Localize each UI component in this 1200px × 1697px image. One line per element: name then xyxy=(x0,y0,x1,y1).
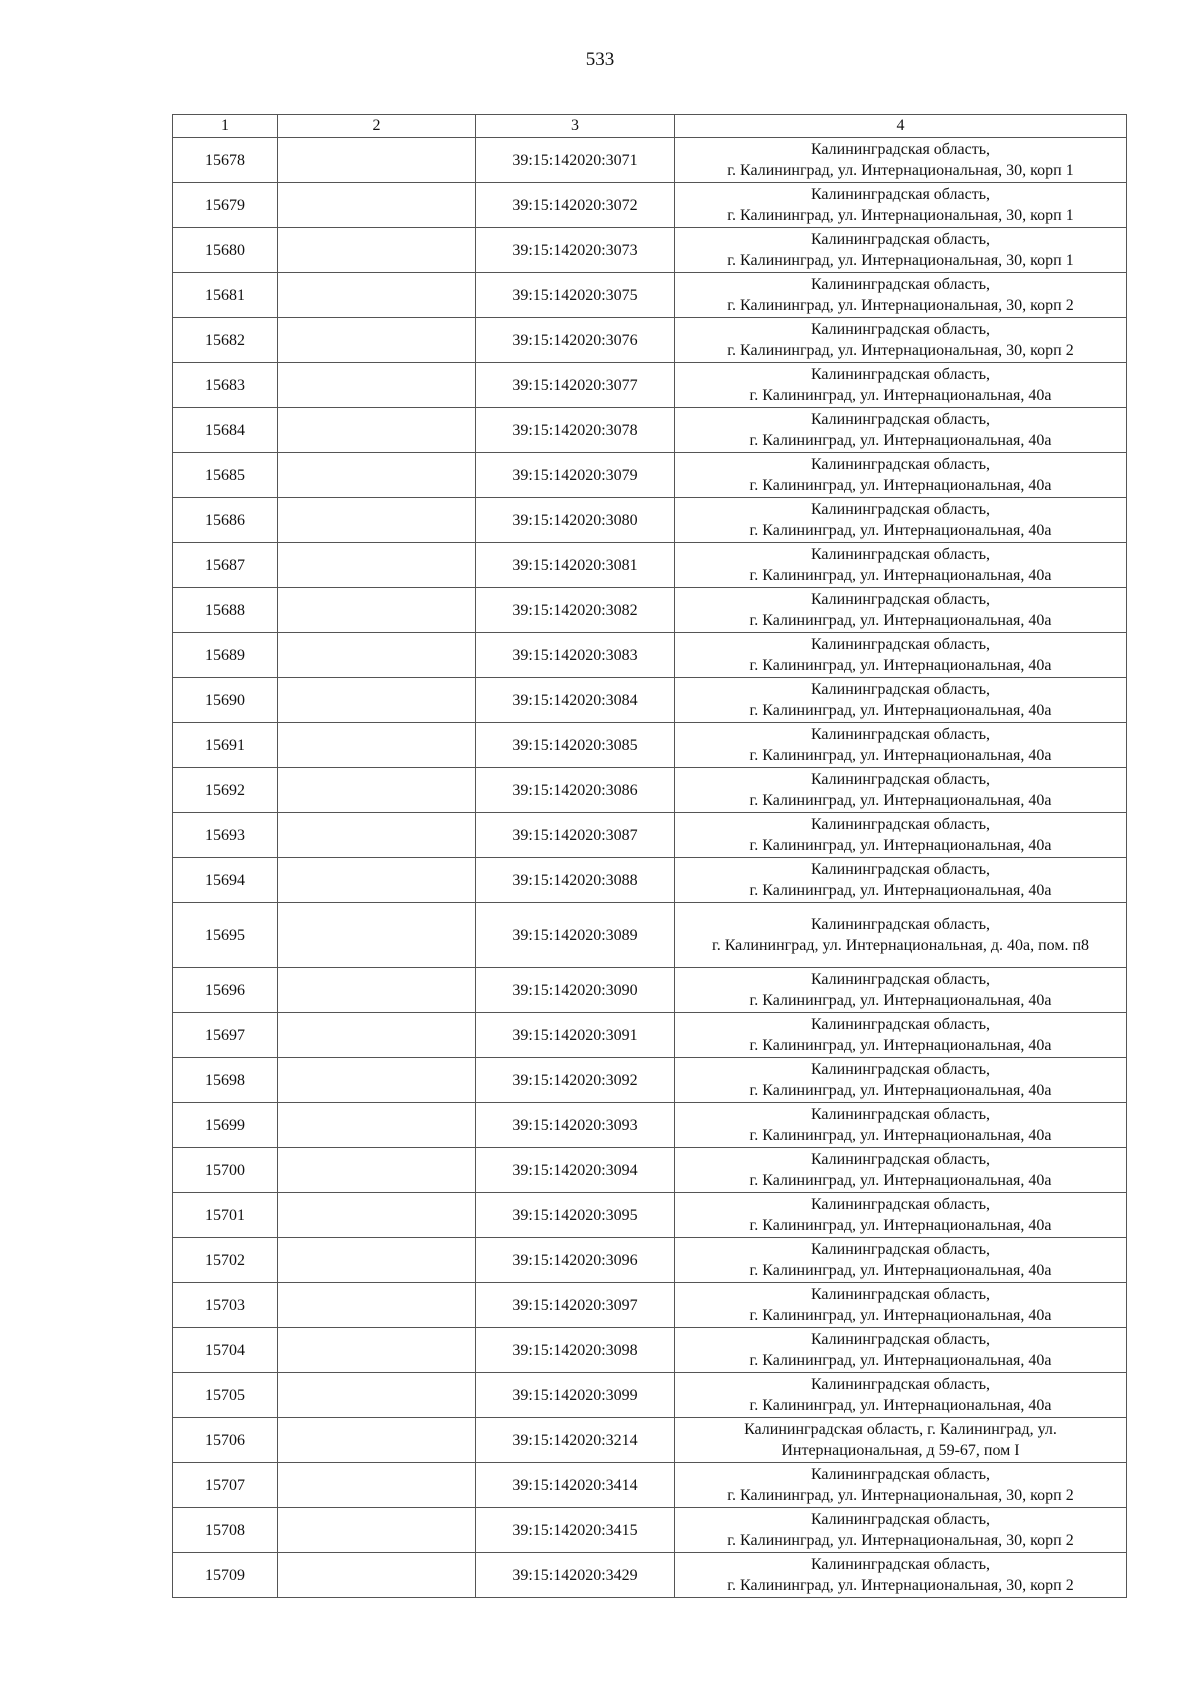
cadastral-number-cell: 39:15:142020:3086 xyxy=(476,768,675,813)
row-number-cell: 15691 xyxy=(173,723,278,768)
column-2-cell xyxy=(278,1193,476,1238)
address-line: Калининградская область, xyxy=(810,916,991,933)
cadastral-number-cell: 39:15:142020:3075 xyxy=(476,273,675,318)
column-2-cell xyxy=(278,498,476,543)
table-row xyxy=(173,318,1127,363)
cadastral-number-cell: 39:15:142020:3091 xyxy=(476,1013,675,1058)
table-row xyxy=(173,1328,1127,1373)
address-line: г. Калининград, ул. Интернациональная, д. 40а, пом. п8 xyxy=(711,937,1090,954)
cadastral-number-cell: 39:15:142020:3089 xyxy=(476,903,675,968)
registry-table xyxy=(172,114,1127,1598)
row-number-cell: 15692 xyxy=(173,768,278,813)
address-cell xyxy=(675,588,1127,633)
address-cell xyxy=(675,1328,1127,1373)
column-2-cell xyxy=(278,633,476,678)
address-line: г. Калининград, ул. Интернациональная, 30, корп 2 xyxy=(727,1577,1074,1594)
cadastral-number-cell: 39:15:142020:3084 xyxy=(476,678,675,723)
address-line: Калининградская область, xyxy=(810,1106,991,1123)
address-cell xyxy=(675,1193,1127,1238)
column-2-cell xyxy=(278,1373,476,1418)
column-2-cell xyxy=(278,813,476,858)
table-row xyxy=(173,1238,1127,1283)
column-2-cell xyxy=(278,858,476,903)
cadastral-number-cell: 39:15:142020:3415 xyxy=(476,1508,675,1553)
cadastral-number-cell: 39:15:142020:3082 xyxy=(476,588,675,633)
cadastral-number-cell: 39:15:142020:3078 xyxy=(476,408,675,453)
address-line: Калининградская область, xyxy=(810,591,991,608)
address-cell xyxy=(675,543,1127,588)
table-header-row xyxy=(173,115,1127,138)
table-row xyxy=(173,1193,1127,1238)
table-row xyxy=(173,453,1127,498)
address-line: Калининградская область, xyxy=(810,321,991,338)
table-row xyxy=(173,408,1127,453)
address-line: Калининградская область, xyxy=(810,681,991,698)
table-row xyxy=(173,543,1127,588)
address-line: г. Калининград, ул. Интернациональная, 40а xyxy=(749,992,1052,1009)
address-line: г. Калининград, ул. Интернациональная, 40а xyxy=(749,882,1052,899)
column-2-cell xyxy=(278,228,476,273)
address-cell xyxy=(675,813,1127,858)
address-cell xyxy=(675,1553,1127,1598)
cadastral-number-cell: 39:15:142020:3087 xyxy=(476,813,675,858)
address-line: г. Калининград, ул. Интернациональная, 40а xyxy=(749,387,1052,404)
address-line: г. Калининград, ул. Интернациональная, 40а xyxy=(749,747,1052,764)
address-line: г. Калининград, ул. Интернациональная, 30, корп 2 xyxy=(727,297,1074,314)
address-cell xyxy=(675,183,1127,228)
cadastral-number-cell: 39:15:142020:3077 xyxy=(476,363,675,408)
address-line: г. Калининград, ул. Интернациональная, 40а xyxy=(749,792,1052,809)
column-2-cell xyxy=(278,183,476,228)
table-row xyxy=(173,1283,1127,1328)
row-number-cell: 15704 xyxy=(173,1328,278,1373)
column-2-cell xyxy=(278,408,476,453)
address-line: Калининградская область, xyxy=(810,456,991,473)
address-line: г. Калининград, ул. Интернациональная, 30, корп 2 xyxy=(727,342,1074,359)
column-2-cell xyxy=(278,903,476,968)
row-number-cell: 15684 xyxy=(173,408,278,453)
registry-table-body xyxy=(173,115,1127,1598)
table-row xyxy=(173,723,1127,768)
cadastral-number-cell: 39:15:142020:3081 xyxy=(476,543,675,588)
table-row xyxy=(173,363,1127,408)
address-line: Калининградская область, xyxy=(810,141,991,158)
table-row xyxy=(173,1058,1127,1103)
cadastral-number-cell: 39:15:142020:3214 xyxy=(476,1418,675,1463)
row-number-cell: 15706 xyxy=(173,1418,278,1463)
column-2-cell xyxy=(278,1463,476,1508)
page-number: 533 xyxy=(585,49,615,70)
cadastral-number-cell: 39:15:142020:3095 xyxy=(476,1193,675,1238)
row-number-cell: 15697 xyxy=(173,1013,278,1058)
column-header-2: 2 xyxy=(278,115,476,138)
address-line: Калининградская область, xyxy=(810,1556,991,1573)
row-number-cell: 15700 xyxy=(173,1148,278,1193)
address-cell xyxy=(675,1373,1127,1418)
column-2-cell xyxy=(278,1103,476,1148)
row-number-cell: 15708 xyxy=(173,1508,278,1553)
address-line: Калининградская область, xyxy=(810,501,991,518)
address-line: Калининградская область, xyxy=(810,1511,991,1528)
cadastral-number-cell: 39:15:142020:3099 xyxy=(476,1373,675,1418)
cadastral-number-cell: 39:15:142020:3085 xyxy=(476,723,675,768)
table-row xyxy=(173,968,1127,1013)
row-number-cell: 15707 xyxy=(173,1463,278,1508)
address-line: Калининградская область, xyxy=(810,636,991,653)
cadastral-number-cell: 39:15:142020:3076 xyxy=(476,318,675,363)
cadastral-number-cell: 39:15:142020:3092 xyxy=(476,1058,675,1103)
address-cell xyxy=(675,273,1127,318)
cadastral-number-cell: 39:15:142020:3414 xyxy=(476,1463,675,1508)
address-line: Калининградская область, xyxy=(810,1376,991,1393)
table-row xyxy=(173,1553,1127,1598)
address-line: Калининградская область, xyxy=(810,276,991,293)
row-number-cell: 15683 xyxy=(173,363,278,408)
table-row xyxy=(173,813,1127,858)
row-number-cell: 15690 xyxy=(173,678,278,723)
address-line: г. Калининград, ул. Интернациональная, 40а xyxy=(749,657,1052,674)
address-cell xyxy=(675,768,1127,813)
address-cell xyxy=(675,1418,1127,1463)
address-line: Калининградская область, xyxy=(810,816,991,833)
row-number-cell: 15703 xyxy=(173,1283,278,1328)
column-header-1: 1 xyxy=(173,115,278,138)
cadastral-number-cell: 39:15:142020:3088 xyxy=(476,858,675,903)
address-line: Калининградская область, xyxy=(810,186,991,203)
table-row xyxy=(173,633,1127,678)
row-number-cell: 15696 xyxy=(173,968,278,1013)
row-number-cell: 15685 xyxy=(173,453,278,498)
address-cell xyxy=(675,1283,1127,1328)
address-line: Калининградская область, xyxy=(810,1061,991,1078)
table-row xyxy=(173,1013,1127,1058)
address-line: г. Калининград, ул. Интернациональная, 30, корп 2 xyxy=(727,1532,1074,1549)
cadastral-number-cell: 39:15:142020:3071 xyxy=(476,138,675,183)
table-row xyxy=(173,138,1127,183)
address-cell xyxy=(675,633,1127,678)
column-2-cell xyxy=(278,723,476,768)
table-row xyxy=(173,768,1127,813)
row-number-cell: 15682 xyxy=(173,318,278,363)
column-2-cell xyxy=(278,1508,476,1553)
address-line: г. Калининград, ул. Интернациональная, 40а xyxy=(749,702,1052,719)
address-cell xyxy=(675,1463,1127,1508)
address-line: г. Калининград, ул. Интернациональная, 40а xyxy=(749,1307,1052,1324)
column-2-cell xyxy=(278,768,476,813)
table-row xyxy=(173,1373,1127,1418)
address-line: г. Калининград, ул. Интернациональная, 30, корп 1 xyxy=(727,207,1074,224)
address-cell xyxy=(675,1058,1127,1103)
address-line: г. Калининград, ул. Интернациональная, 40а xyxy=(749,1397,1052,1414)
column-2-cell xyxy=(278,1148,476,1193)
address-line: г. Калининград, ул. Интернациональная, 40а xyxy=(749,1082,1052,1099)
address-cell xyxy=(675,408,1127,453)
column-2-cell xyxy=(278,1058,476,1103)
address-line: г. Калининград, ул. Интернациональная, 30, корп 1 xyxy=(727,162,1074,179)
address-cell xyxy=(675,1148,1127,1193)
cadastral-number-cell: 39:15:142020:3079 xyxy=(476,453,675,498)
column-2-cell xyxy=(278,1328,476,1373)
address-line: г. Калининград, ул. Интернациональная, 40а xyxy=(749,1037,1052,1054)
address-line: Калининградская область, xyxy=(810,861,991,878)
row-number-cell: 15705 xyxy=(173,1373,278,1418)
address-cell xyxy=(675,1508,1127,1553)
column-2-cell xyxy=(278,453,476,498)
address-cell xyxy=(675,678,1127,723)
address-line: г. Калининград, ул. Интернациональная, 40а xyxy=(749,612,1052,629)
table-row xyxy=(173,903,1127,968)
address-cell xyxy=(675,318,1127,363)
cadastral-number-cell: 39:15:142020:3090 xyxy=(476,968,675,1013)
row-number-cell: 15699 xyxy=(173,1103,278,1148)
column-2-cell xyxy=(278,1013,476,1058)
row-number-cell: 15686 xyxy=(173,498,278,543)
address-line: г. Калининград, ул. Интернациональная, 40а xyxy=(749,1262,1052,1279)
address-line: Калининградская область, xyxy=(810,1016,991,1033)
address-cell xyxy=(675,498,1127,543)
address-cell xyxy=(675,1013,1127,1058)
table-row xyxy=(173,1418,1127,1463)
address-cell xyxy=(675,723,1127,768)
column-2-cell xyxy=(278,1418,476,1463)
address-line: Калининградская область, xyxy=(810,1196,991,1213)
address-cell xyxy=(675,858,1127,903)
column-2-cell xyxy=(278,968,476,1013)
address-line: Калининградская область, xyxy=(810,411,991,428)
row-number-cell: 15680 xyxy=(173,228,278,273)
row-number-cell: 15709 xyxy=(173,1553,278,1598)
column-2-cell xyxy=(278,318,476,363)
column-2-cell xyxy=(278,543,476,588)
address-cell xyxy=(675,228,1127,273)
address-line: Калининградская область, xyxy=(810,971,991,988)
column-header-4: 4 xyxy=(675,115,1127,138)
row-number-cell: 15698 xyxy=(173,1058,278,1103)
address-line: г. Калининград, ул. Интернациональная, 40а xyxy=(749,837,1052,854)
address-cell xyxy=(675,1238,1127,1283)
column-2-cell xyxy=(278,588,476,633)
address-line: г. Калининград, ул. Интернациональная, 40а xyxy=(749,432,1052,449)
address-line: г. Калининград, ул. Интернациональная, 40а xyxy=(749,1172,1052,1189)
row-number-cell: 15701 xyxy=(173,1193,278,1238)
address-line: г. Калининград, ул. Интернациональная, 40а xyxy=(749,1127,1052,1144)
table-row xyxy=(173,1508,1127,1553)
address-line: Калининградская область, г. Калининград, ул. xyxy=(744,1421,1057,1438)
table-row xyxy=(173,1103,1127,1148)
cadastral-number-cell: 39:15:142020:3093 xyxy=(476,1103,675,1148)
row-number-cell: 15702 xyxy=(173,1238,278,1283)
table-row xyxy=(173,183,1127,228)
address-line: Калининградская область, xyxy=(810,1241,991,1258)
cadastral-number-cell: 39:15:142020:3097 xyxy=(476,1283,675,1328)
address-line: Интернациональная, д 59-67, пом I xyxy=(781,1442,1020,1459)
address-line: г. Калининград, ул. Интернациональная, 30, корп 1 xyxy=(727,252,1074,269)
row-number-cell: 15695 xyxy=(173,903,278,968)
cadastral-number-cell: 39:15:142020:3096 xyxy=(476,1238,675,1283)
row-number-cell: 15693 xyxy=(173,813,278,858)
address-line: г. Калининград, ул. Интернациональная, 40а xyxy=(749,567,1052,584)
address-line: Калининградская область, xyxy=(810,546,991,563)
column-2-cell xyxy=(278,273,476,318)
address-cell xyxy=(675,453,1127,498)
table-row xyxy=(173,588,1127,633)
column-2-cell xyxy=(278,678,476,723)
cadastral-number-cell: 39:15:142020:3429 xyxy=(476,1553,675,1598)
column-2-cell xyxy=(278,1553,476,1598)
row-number-cell: 15689 xyxy=(173,633,278,678)
address-line: Калининградская область, xyxy=(810,1331,991,1348)
cadastral-number-cell: 39:15:142020:3080 xyxy=(476,498,675,543)
address-line: Калининградская область, xyxy=(810,231,991,248)
address-line: Калининградская область, xyxy=(810,1466,991,1483)
address-line: г. Калининград, ул. Интернациональная, 40а xyxy=(749,1217,1052,1234)
address-line: г. Калининград, ул. Интернациональная, 40а xyxy=(749,477,1052,494)
column-header-3: 3 xyxy=(476,115,675,138)
address-line: г. Калининград, ул. Интернациональная, 30, корп 2 xyxy=(727,1487,1074,1504)
column-2-cell xyxy=(278,1238,476,1283)
cadastral-number-cell: 39:15:142020:3072 xyxy=(476,183,675,228)
column-2-cell xyxy=(278,138,476,183)
table-row xyxy=(173,858,1127,903)
table-row xyxy=(173,1148,1127,1193)
address-line: Калининградская область, xyxy=(810,726,991,743)
row-number-cell: 15679 xyxy=(173,183,278,228)
address-line: Калининградская область, xyxy=(810,1286,991,1303)
address-cell xyxy=(675,968,1127,1013)
cadastral-number-cell: 39:15:142020:3073 xyxy=(476,228,675,273)
address-line: г. Калининград, ул. Интернациональная, 40а xyxy=(749,1352,1052,1369)
table-row xyxy=(173,273,1127,318)
address-cell xyxy=(675,1103,1127,1148)
cadastral-number-cell: 39:15:142020:3094 xyxy=(476,1148,675,1193)
column-2-cell xyxy=(278,1283,476,1328)
address-line: Калининградская область, xyxy=(810,366,991,383)
address-cell xyxy=(675,138,1127,183)
address-cell xyxy=(675,903,1127,968)
table-row xyxy=(173,1463,1127,1508)
row-number-cell: 15687 xyxy=(173,543,278,588)
cadastral-number-cell: 39:15:142020:3098 xyxy=(476,1328,675,1373)
address-line: Калининградская область, xyxy=(810,771,991,788)
table-row xyxy=(173,498,1127,543)
address-line: г. Калининград, ул. Интернациональная, 40а xyxy=(749,522,1052,539)
row-number-cell: 15694 xyxy=(173,858,278,903)
row-number-cell: 15681 xyxy=(173,273,278,318)
table-row xyxy=(173,228,1127,273)
column-2-cell xyxy=(278,363,476,408)
address-cell xyxy=(675,363,1127,408)
address-line: Калининградская область, xyxy=(810,1151,991,1168)
row-number-cell: 15688 xyxy=(173,588,278,633)
cadastral-number-cell: 39:15:142020:3083 xyxy=(476,633,675,678)
table-row xyxy=(173,678,1127,723)
row-number-cell: 15678 xyxy=(173,138,278,183)
